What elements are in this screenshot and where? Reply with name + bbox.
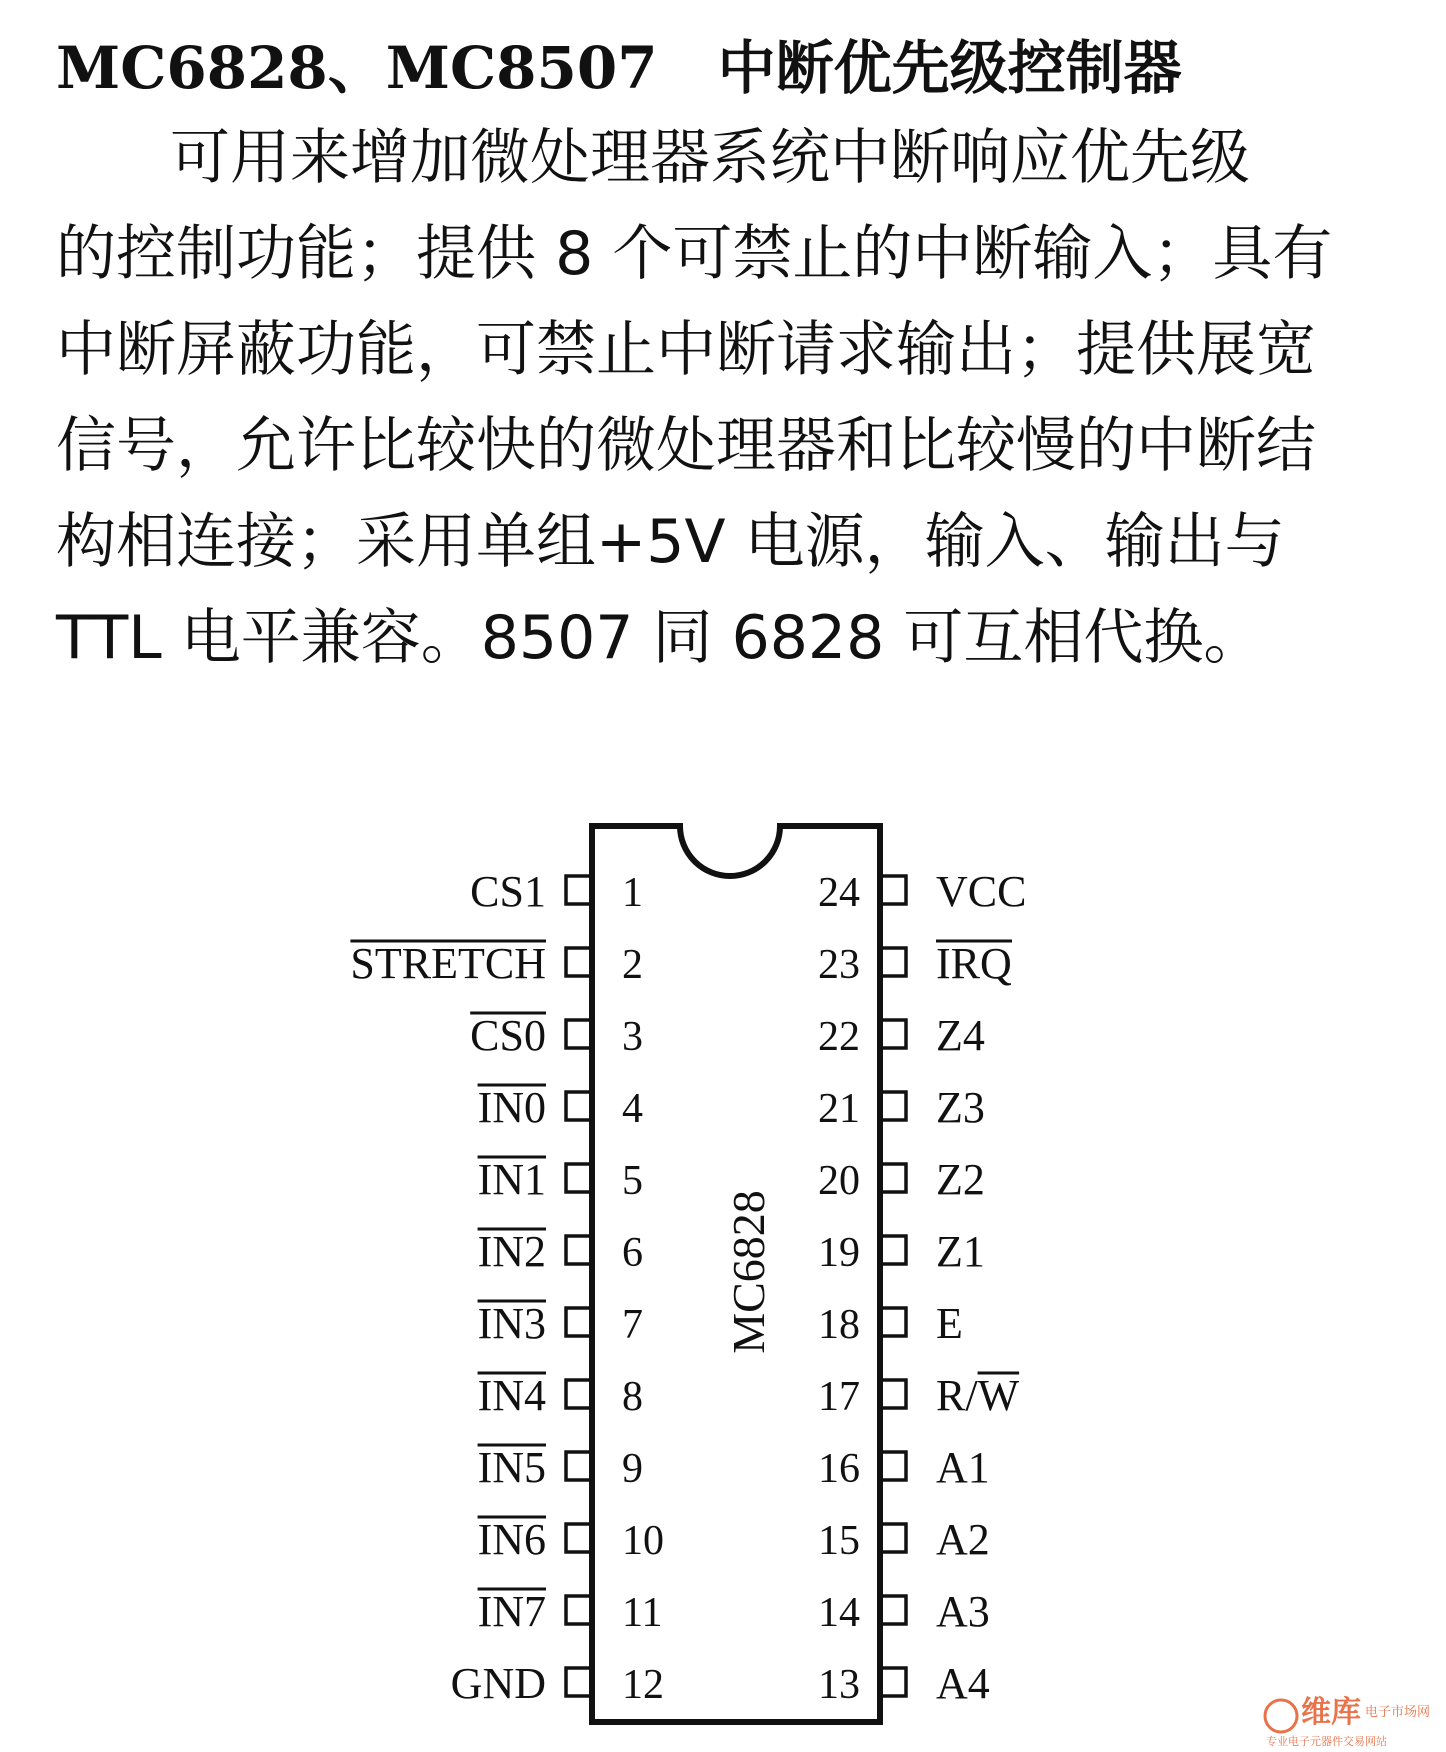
pin-pad	[566, 1164, 592, 1192]
pin-number: 7	[622, 1302, 643, 1348]
pin-number: 4	[622, 1086, 643, 1132]
description-line-6: TTL 电平兼容。8507 同 6828 可互相代换。	[56, 603, 1264, 673]
pin-number: 3	[622, 1014, 643, 1060]
pin-name: R/W	[936, 1371, 1020, 1420]
pin-number: 12	[622, 1662, 664, 1708]
pin-name: CS1	[470, 867, 546, 916]
watermark-brand: 维库	[1301, 1695, 1361, 1730]
pin-name: Z4	[936, 1011, 985, 1060]
pin-22	[818, 1011, 985, 1060]
pin-pad	[566, 1524, 592, 1552]
pin-pad	[566, 1020, 592, 1048]
pin-20	[818, 1155, 985, 1204]
pin-name: Z2	[936, 1155, 985, 1204]
pin-pad	[880, 1236, 906, 1264]
pin-number: 14	[818, 1590, 860, 1636]
pin-number: 20	[818, 1158, 860, 1204]
watermark-sub: 电子市场网	[1365, 1705, 1431, 1720]
pin-number: 21	[818, 1086, 860, 1132]
watermark-site: 专业电子元器件交易网站	[1266, 1735, 1387, 1748]
pin-pad	[880, 1668, 906, 1696]
title-part-models: MC6828、MC8507	[56, 34, 658, 102]
pin-number: 24	[818, 870, 860, 916]
description-line-3: 中断屏蔽功能，可禁止中断请求输出；提供展宽	[56, 315, 1316, 385]
pin-name: IRQ	[936, 939, 1012, 988]
pin-name: A1	[936, 1443, 990, 1492]
pin-number: 18	[818, 1302, 860, 1348]
pin-pad	[566, 1236, 592, 1264]
pin-pad	[566, 948, 592, 976]
pin-name: Z1	[936, 1227, 985, 1276]
pin-21	[818, 1083, 985, 1132]
pin-10	[478, 1515, 664, 1564]
pin-4	[478, 1083, 643, 1132]
pin-pad	[880, 1308, 906, 1336]
pin-name: STRETCH	[350, 939, 546, 988]
pin-number: 19	[818, 1230, 860, 1276]
pin-name: IN0	[477, 1083, 546, 1132]
pin-19	[818, 1227, 985, 1276]
pin-number: 15	[818, 1518, 860, 1564]
pin-pad	[566, 1308, 592, 1336]
pin-name: IN6	[477, 1515, 546, 1564]
pin-number: 1	[622, 870, 643, 916]
pin-pad	[880, 876, 906, 904]
pin-name: Z3	[936, 1083, 985, 1132]
pin-number: 11	[622, 1590, 663, 1636]
pin-number: 23	[818, 942, 860, 988]
pin-7	[478, 1299, 643, 1348]
pin-pad	[880, 1596, 906, 1624]
pin-pad	[566, 1596, 592, 1624]
pin-name: IN1	[477, 1155, 546, 1204]
pin-name: GND	[450, 1659, 546, 1708]
pin-13	[818, 1659, 990, 1708]
pin-6	[478, 1227, 643, 1276]
pin-3	[470, 1011, 643, 1060]
pin-pad	[880, 1380, 906, 1408]
pin-number: 8	[622, 1374, 643, 1420]
pin-2	[350, 939, 643, 988]
pin-name: IN7	[477, 1587, 546, 1636]
pin-number: 22	[818, 1014, 860, 1060]
pin-name: IN5	[477, 1443, 546, 1492]
pin-name: A2	[936, 1515, 990, 1564]
pin-number: 13	[818, 1662, 860, 1708]
pin-11	[478, 1587, 663, 1636]
pin-14	[818, 1587, 990, 1636]
pin-name: A4	[936, 1659, 990, 1708]
pin-number: 10	[622, 1518, 664, 1564]
pin-12	[451, 1659, 664, 1708]
description-line-1: 可用来增加微处理器系统中断响应优先级	[170, 123, 1250, 193]
description-line-2: 的控制功能；提供 8 个可禁止的中断输入；具有	[56, 219, 1333, 289]
pin-pad	[880, 1524, 906, 1552]
pin-15	[818, 1515, 990, 1564]
pin-24	[818, 867, 1026, 916]
pin-name: E	[936, 1299, 963, 1348]
pin-17	[818, 1371, 1020, 1420]
pin-8	[478, 1371, 643, 1420]
pin-pad	[880, 948, 906, 976]
pin-1	[470, 867, 643, 916]
pin-18	[818, 1299, 963, 1348]
pin-pad	[880, 1020, 906, 1048]
watermark	[1265, 1695, 1430, 1748]
pin-pad	[566, 1092, 592, 1120]
pin-name: IN4	[477, 1371, 546, 1420]
title-part-description: 中断优先级控制器	[717, 34, 1182, 102]
pin-number: 6	[622, 1230, 643, 1276]
pin-pad	[566, 876, 592, 904]
left-pins	[350, 867, 664, 1708]
pin-number: 5	[622, 1158, 643, 1204]
pin-pad	[880, 1092, 906, 1120]
watermark-logo-icon	[1265, 1700, 1297, 1732]
pin-name: VCC	[936, 867, 1027, 916]
pin-number: 2	[622, 942, 643, 988]
description-line-4: 信号，允许比较快的微处理器和比较慢的中断结	[56, 411, 1316, 481]
pin-pad	[566, 1380, 592, 1408]
pin-9	[478, 1443, 643, 1492]
pin-name: IN3	[477, 1299, 546, 1348]
pin-5	[478, 1155, 643, 1204]
pin-name: IN2	[477, 1227, 546, 1276]
right-pins	[818, 867, 1026, 1708]
pin-pad	[566, 1668, 592, 1696]
pin-pad	[880, 1164, 906, 1192]
pin-16	[818, 1443, 990, 1492]
pin-number: 9	[622, 1446, 643, 1492]
pin-pad	[566, 1452, 592, 1480]
chip-label: MC6828	[723, 1190, 774, 1354]
pin-number: 17	[818, 1374, 860, 1420]
pin-name: A3	[936, 1587, 990, 1636]
pin-number: 16	[818, 1446, 860, 1492]
pin-name: CS0	[470, 1011, 546, 1060]
pin-23	[818, 939, 1012, 988]
pin-pad	[880, 1452, 906, 1480]
description-line-5: 构相连接；采用单组+5V 电源，输入、输出与	[56, 507, 1285, 577]
